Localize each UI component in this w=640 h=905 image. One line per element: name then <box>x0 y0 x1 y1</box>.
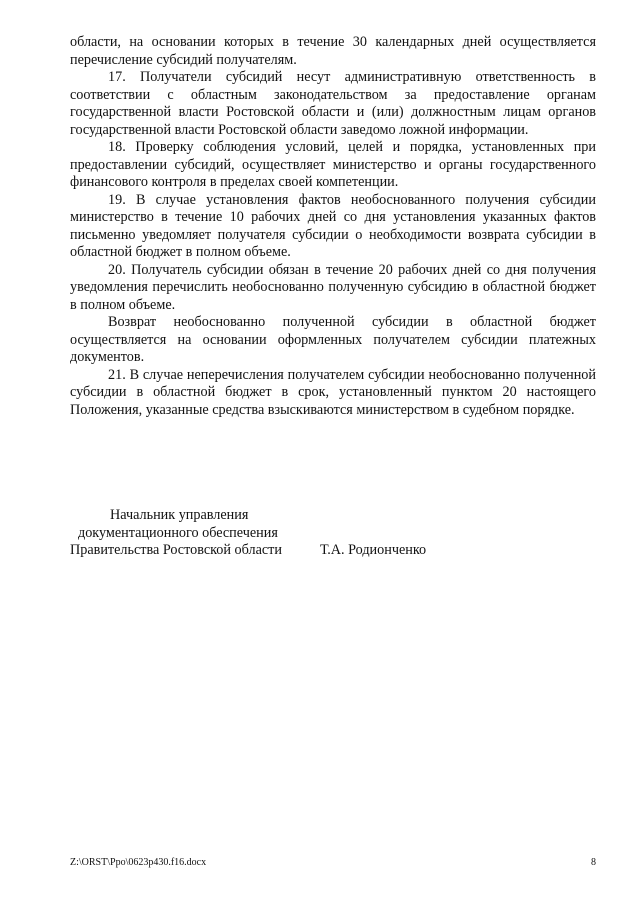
signature-organization-line: Правительства Ростовской области <box>70 542 282 558</box>
paragraph-21: 21. В случае неперечисления получателем субсидии необоснованно полученной субсидии в областной бюджет в срок, установленный пунктом 20 настоящего Положения, указанные средства взыскиваются министерством в судебном порядке. <box>70 366 596 418</box>
paragraph-continuation: области, на основании которых в течение 30 календарных дней осуществляется перечисление субсидий получателям. <box>70 34 596 68</box>
paragraph-18: 18. Проверку соблюдения условий, целей и порядка, установленных при предоставлении субсидий, осуществляет министерство и органы государственного финансового контроля в пределах своей компетенции. <box>70 139 596 190</box>
page-footer <box>70 857 596 869</box>
footer-file-path: Z:\ORST\Ppo\0623p430.f16.docx <box>70 857 207 868</box>
document-body <box>70 34 596 419</box>
paragraph-20: 20. Получатель субсидии обязан в течение 20 рабочих дней со дня получения уведомления перечислить необоснованно полученную субсидию в областной бюджет в полном объеме. <box>70 261 596 313</box>
signatory-name: Т.А. Родионченко <box>319 542 427 558</box>
paragraph-17: 17. Получатели субсидий несут административную ответственность в соответствии с областным законодательством за предоставление органам государственной власти Ростовской области и (или) должностным лицам органов государственной власти Ростовской области заведомо ложной информации. <box>70 69 596 138</box>
paragraph-19: 19. В случае установления фактов необоснованного получения субсидии министерство в течение 10 рабочих дней со дня установления указанных фактов письменно уведомляет получателя субсидии о необходимости возврата субсидии в областной бюджет в полном объеме. <box>70 191 596 260</box>
signature-department-line: документационного обеспечения <box>78 524 278 541</box>
signature-block <box>70 507 596 560</box>
signature-organization-row <box>70 542 596 560</box>
page-number: 8 <box>591 857 596 868</box>
signature-position-line: Начальник управления <box>110 507 249 523</box>
paragraph-refund: Возврат необоснованно полученной субсидии в областной бюджет осуществляется на основании оформленных получателем субсидии платежных документов. <box>70 314 596 365</box>
